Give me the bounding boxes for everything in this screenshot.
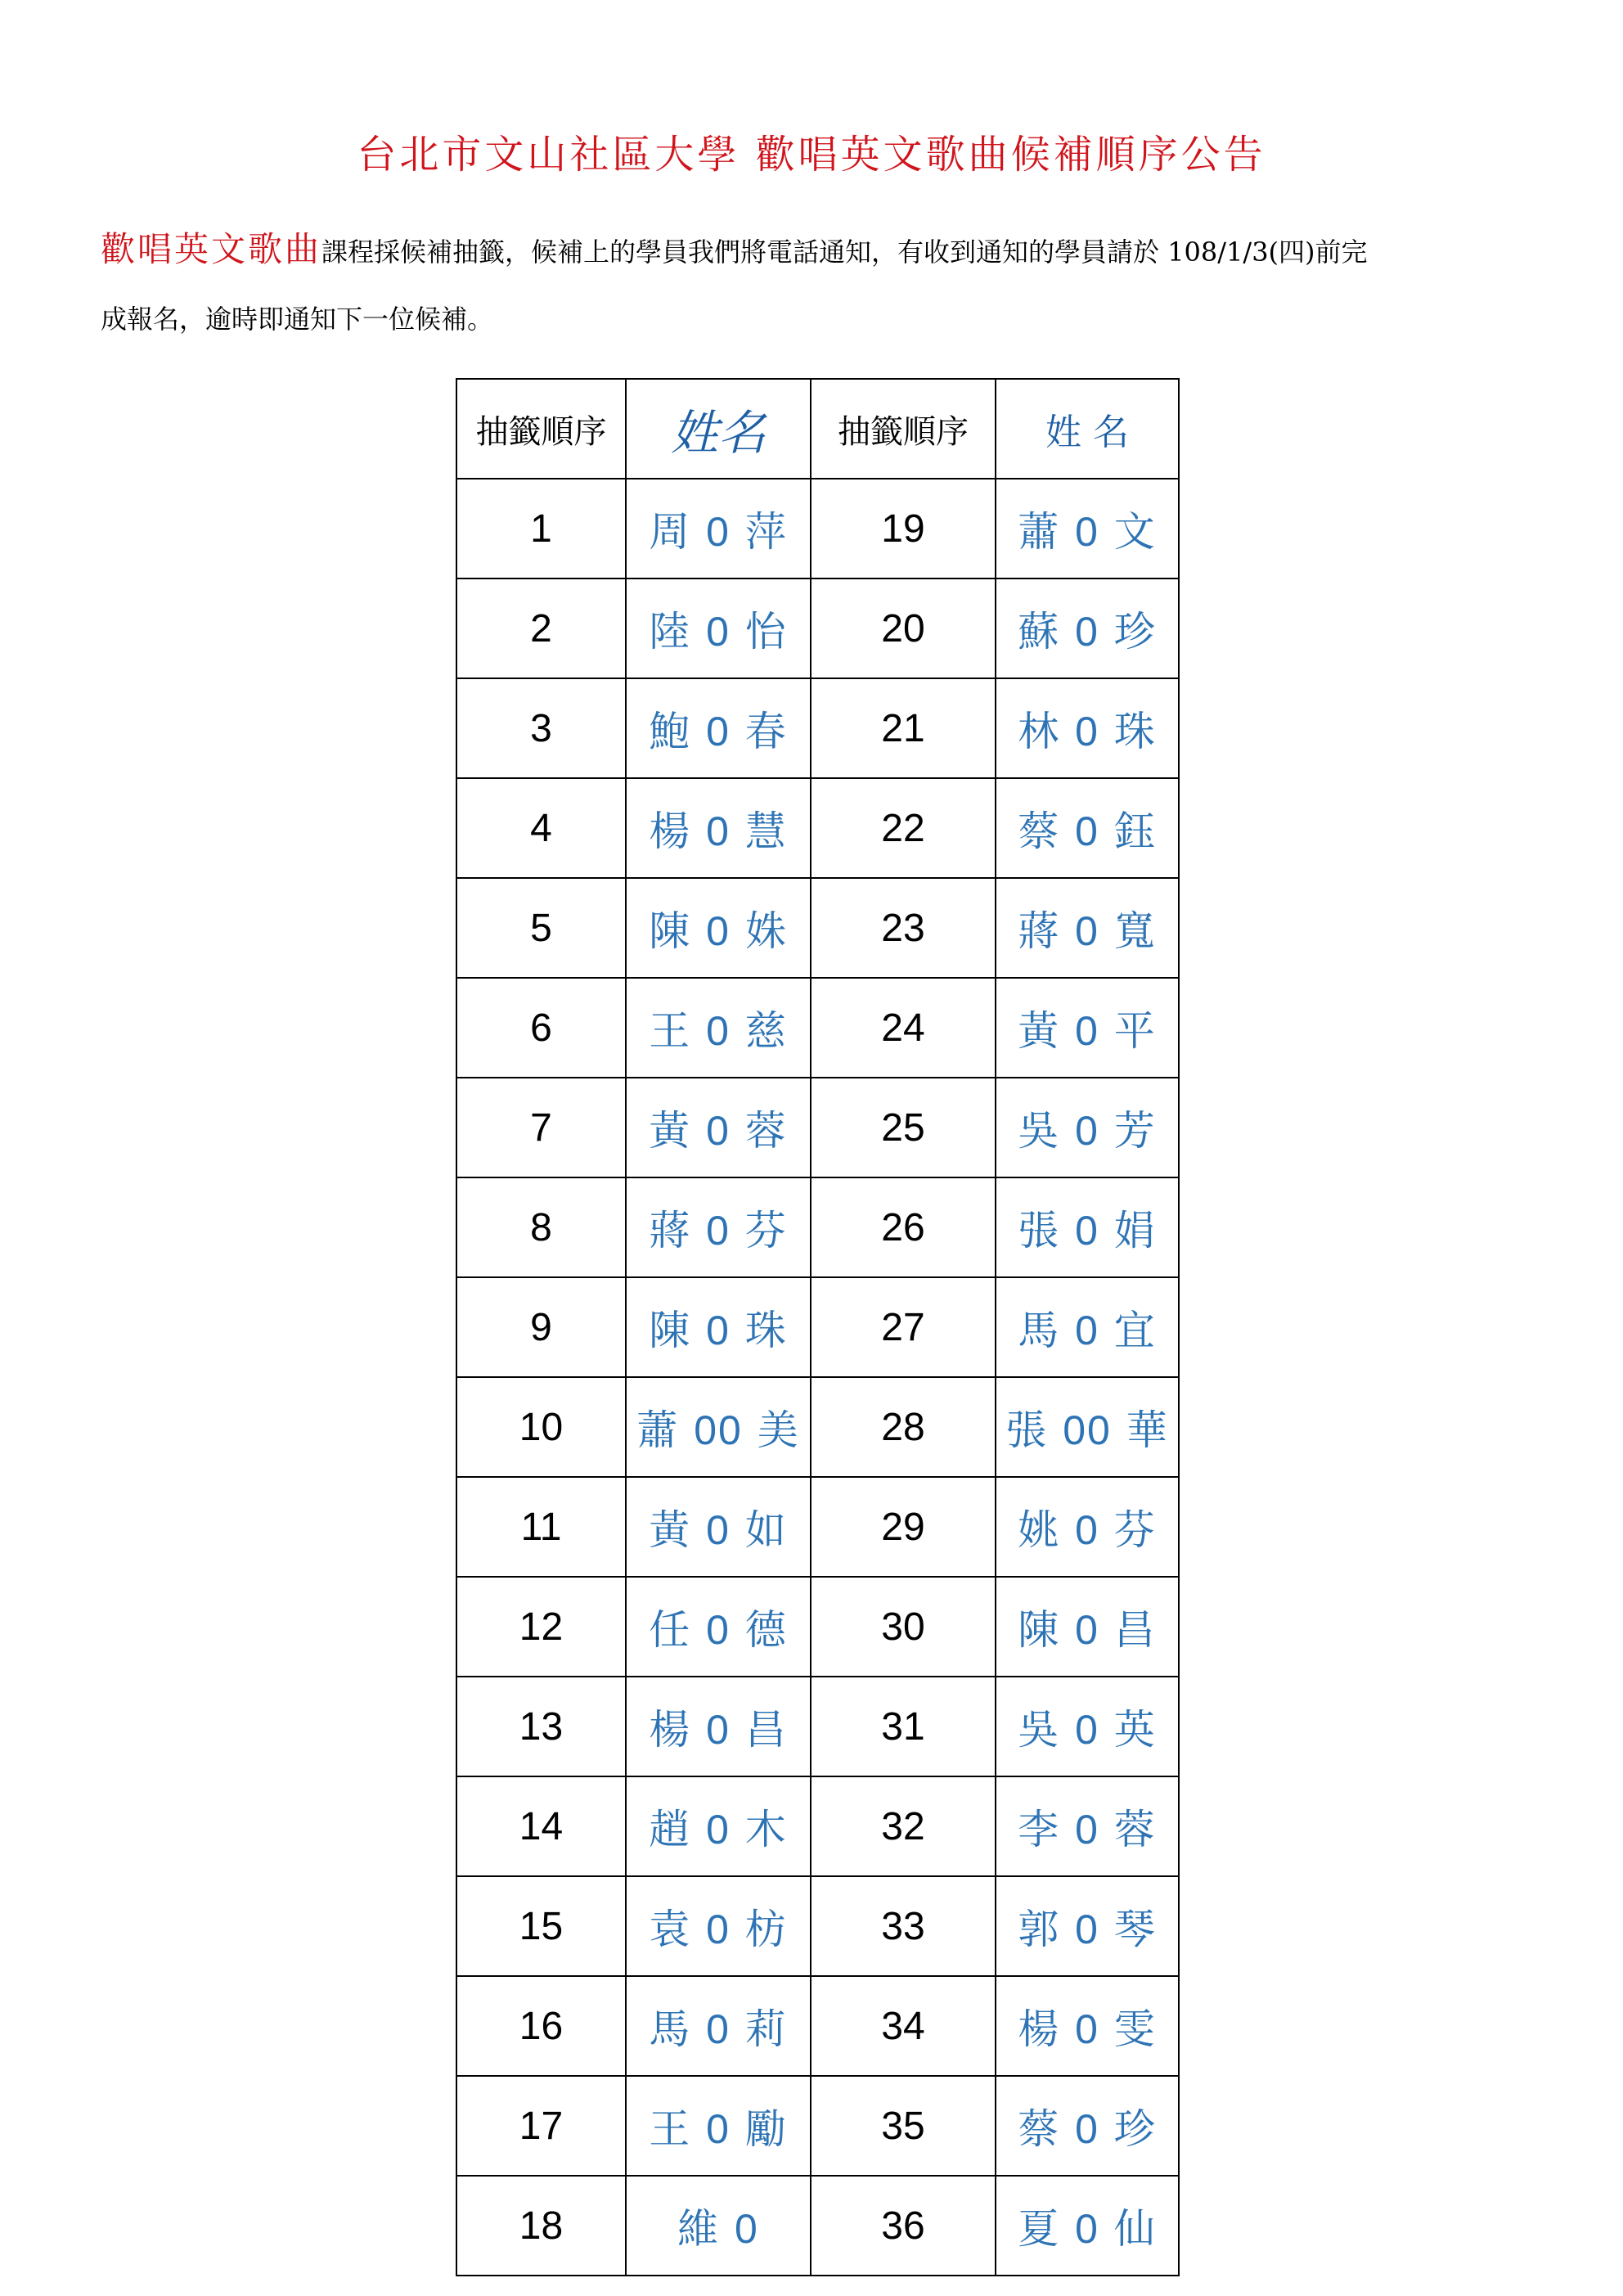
table-row bbox=[456, 1477, 1179, 1577]
order-number-left: 11 bbox=[456, 1477, 626, 1577]
student-name-right: 郭 0 琴 bbox=[996, 1876, 1179, 1976]
student-name-right: 蔡 0 珍 bbox=[996, 2076, 1179, 2176]
order-number-right: 28 bbox=[811, 1377, 996, 1477]
order-number-right: 29 bbox=[811, 1477, 996, 1577]
order-number-left: 5 bbox=[456, 878, 626, 978]
student-name-left: 趙 0 木 bbox=[626, 1776, 811, 1876]
order-number-right: 24 bbox=[811, 978, 996, 1078]
order-number-right: 32 bbox=[811, 1776, 996, 1876]
table-header-row bbox=[456, 379, 1179, 479]
student-name-right: 夏 0 仙 bbox=[996, 2176, 1179, 2276]
student-name-left: 王 0 慈 bbox=[626, 978, 811, 1078]
order-number-right: 19 bbox=[811, 479, 996, 579]
order-number-left: 16 bbox=[456, 1976, 626, 2076]
student-name-left: 黃 0 如 bbox=[626, 1477, 811, 1577]
student-name-right: 張 0 娟 bbox=[996, 1177, 1179, 1277]
order-number-right: 27 bbox=[811, 1277, 996, 1377]
order-number-right: 31 bbox=[811, 1677, 996, 1776]
intro-paragraph-line1 bbox=[101, 229, 1549, 269]
table-row bbox=[456, 1377, 1179, 1477]
order-number-left: 8 bbox=[456, 1177, 626, 1277]
order-number-left: 12 bbox=[456, 1577, 626, 1677]
table-row bbox=[456, 2176, 1179, 2276]
order-number-right: 34 bbox=[811, 1976, 996, 2076]
waitlist-table bbox=[456, 378, 1180, 2276]
order-number-left: 1 bbox=[456, 479, 626, 579]
order-number-right: 20 bbox=[811, 579, 996, 678]
student-name-right: 楊 0 雯 bbox=[996, 1976, 1179, 2076]
table-row bbox=[456, 778, 1179, 878]
student-name-right: 蔣 0 寬 bbox=[996, 878, 1179, 978]
table-row bbox=[456, 978, 1179, 1078]
table-row bbox=[456, 579, 1179, 678]
table-row bbox=[456, 1776, 1179, 1876]
order-number-right: 36 bbox=[811, 2176, 996, 2276]
student-name-left: 鮑 0 春 bbox=[626, 678, 811, 778]
order-number-left: 18 bbox=[456, 2176, 626, 2276]
intro-paragraph-line2: 成報名，逾時即通知下一位候補。 bbox=[101, 304, 494, 335]
student-name-right: 蘇 0 珍 bbox=[996, 579, 1179, 678]
order-number-left: 15 bbox=[456, 1876, 626, 1976]
order-number-left: 13 bbox=[456, 1677, 626, 1776]
student-name-left: 陳 0 珠 bbox=[626, 1277, 811, 1377]
student-name-right: 張 00 華 bbox=[996, 1377, 1179, 1477]
student-name-right: 蔡 0 鈺 bbox=[996, 778, 1179, 878]
student-name-right: 黃 0 平 bbox=[996, 978, 1179, 1078]
student-name-left: 陳 0 姝 bbox=[626, 878, 811, 978]
student-name-left: 袁 0 枋 bbox=[626, 1876, 811, 1976]
student-name-left: 王 0 勵 bbox=[626, 2076, 811, 2176]
intro-text: 課程採候補抽籤，候補上的學員我們將電話通知，有收到通知的學員請於 108/1/3(四)前完 bbox=[321, 236, 1368, 268]
order-number-right: 33 bbox=[811, 1876, 996, 1976]
order-number-right: 35 bbox=[811, 2076, 996, 2176]
student-name-right: 陳 0 昌 bbox=[996, 1577, 1179, 1677]
student-name-left: 楊 0 慧 bbox=[626, 778, 811, 878]
student-name-right: 李 0 蓉 bbox=[996, 1776, 1179, 1876]
order-number-left: 6 bbox=[456, 978, 626, 1078]
table-row bbox=[456, 1677, 1179, 1776]
order-number-left: 9 bbox=[456, 1277, 626, 1377]
header-order-right: 抽籤順序 bbox=[811, 379, 996, 479]
student-name-right: 蕭 0 文 bbox=[996, 479, 1179, 579]
student-name-right: 姚 0 芬 bbox=[996, 1477, 1179, 1577]
student-name-left: 楊 0 昌 bbox=[626, 1677, 811, 1776]
order-number-left: 10 bbox=[456, 1377, 626, 1477]
table-row bbox=[456, 2076, 1179, 2176]
student-name-right: 馬 0 宜 bbox=[996, 1277, 1179, 1377]
header-order-left: 抽籤順序 bbox=[456, 379, 626, 479]
order-number-left: 14 bbox=[456, 1776, 626, 1876]
order-number-right: 21 bbox=[811, 678, 996, 778]
order-number-right: 25 bbox=[811, 1078, 996, 1177]
table-row bbox=[456, 1277, 1179, 1377]
table-row bbox=[456, 1876, 1179, 1976]
order-number-left: 3 bbox=[456, 678, 626, 778]
order-number-right: 30 bbox=[811, 1577, 996, 1677]
order-number-left: 2 bbox=[456, 579, 626, 678]
table-row bbox=[456, 1976, 1179, 2076]
order-number-right: 22 bbox=[811, 778, 996, 878]
table-row bbox=[456, 878, 1179, 978]
student-name-left: 蕭 00 美 bbox=[626, 1377, 811, 1477]
student-name-right: 林 0 珠 bbox=[996, 678, 1179, 778]
table-body bbox=[456, 479, 1179, 2276]
student-name-left: 陸 0 怡 bbox=[626, 579, 811, 678]
table-row bbox=[456, 678, 1179, 778]
course-name: 歡唱英文歌曲 bbox=[101, 229, 322, 269]
table-row bbox=[456, 1177, 1179, 1277]
order-number-left: 4 bbox=[456, 778, 626, 878]
order-number-right: 23 bbox=[811, 878, 996, 978]
student-name-left: 蔣 0 芬 bbox=[626, 1177, 811, 1277]
student-name-left: 維 0 bbox=[626, 2176, 811, 2276]
header-name-right: 姓 名 bbox=[996, 379, 1179, 479]
order-number-right: 26 bbox=[811, 1177, 996, 1277]
order-number-left: 7 bbox=[456, 1078, 626, 1177]
table-row bbox=[456, 479, 1179, 579]
header-name-left: 姓名 bbox=[626, 379, 811, 479]
order-number-left: 17 bbox=[456, 2076, 626, 2176]
student-name-left: 黃 0 蓉 bbox=[626, 1078, 811, 1177]
table-row bbox=[456, 1078, 1179, 1177]
student-name-right: 吳 0 英 bbox=[996, 1677, 1179, 1776]
student-name-left: 周 0 萍 bbox=[626, 479, 811, 579]
student-name-left: 馬 0 莉 bbox=[626, 1976, 811, 2076]
table-row bbox=[456, 1577, 1179, 1677]
page-title: 台北市文山社區大學 歡唱英文歌曲候補順序公告 bbox=[357, 132, 1266, 178]
student-name-left: 任 0 德 bbox=[626, 1577, 811, 1677]
student-name-right: 吳 0 芳 bbox=[996, 1078, 1179, 1177]
